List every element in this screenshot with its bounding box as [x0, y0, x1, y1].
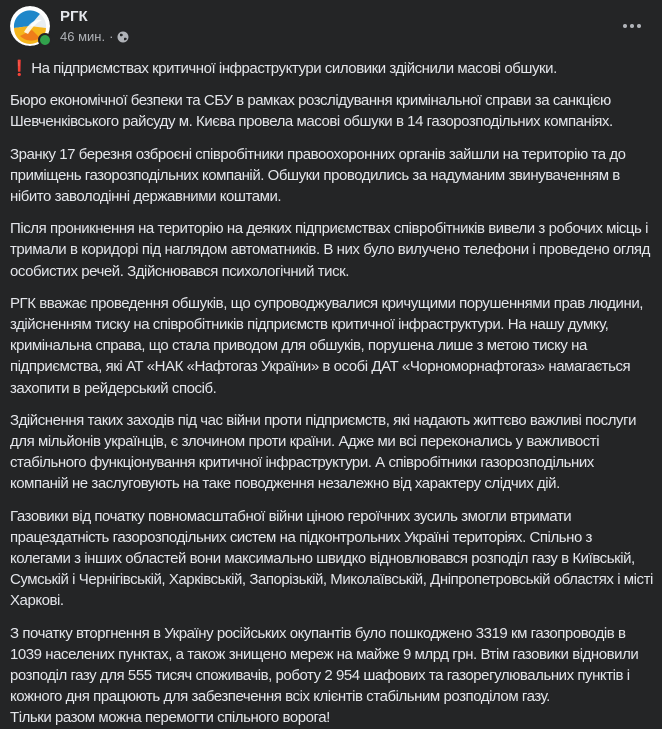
post-meta [60, 7, 129, 45]
paragraph-4: РГК вважає проведення обшуків, що супроводжувалися кричущими порушеннями прав людини, здійсненням тиску на співробітників підприємств критичної інфраструктури. На нашу думку, кримінальна справа, що стала приводом для обшуків, порушена лише з метою тиску на підприємства, які АТ «НАК «Нафтогаз України» в особі ДАТ «Чорноморнафтогаз» намагається захопити в рейдерський спосіб. [10, 294, 643, 397]
avatar[interactable] [10, 6, 50, 46]
post-headline: ❗ На підприємствах критичної інфраструктури силовики здійснили масові обшуки. [10, 60, 557, 77]
online-status-indicator [38, 33, 52, 47]
more-dot-icon [637, 24, 641, 28]
post-subtitle [60, 28, 129, 45]
closing-line: Тільки разом можна перемогти спільного ворога! [10, 709, 330, 727]
paragraph-1: Бюро економічної безпеки та СБУ в рамках розслідування кримінальної справи за санкцією Шевченківського райсуду м. Києва провела масові обшуки в 14 газорозподільних компаніях. [10, 92, 613, 131]
paragraph-5: Здійснення таких заходів під час війни проти підприємств, які надають життєво важливі послуги для мільйонів українців, є злочином проти країни. Адже ми всі переконались у важливості стабільного функціонування критичної інфраструктури. А співробітники газорозподільних компаній не заслуговують на таке поводження незалежно від характеру слідчих дій. [10, 411, 637, 493]
paragraph-7: З початку вторгнення в Україну російських окупантів було пошкоджено 3319 км газопроводів в 1039 населених пунктах, а також знищено мереж на майже 9 млрд грн. Втім газовики відновили розподіл газу для 555 тисяч споживачів, роботу 2 954 шафових та газорегулювальних пунктів і кожного дня працюють для забезпечення всіх клієнтів стабільним розподілом газу. [10, 624, 639, 706]
globe-icon[interactable] [117, 31, 129, 43]
separator: · [109, 29, 114, 44]
post-body [10, 58, 654, 729]
more-options-button[interactable] [614, 14, 650, 38]
exclamation-icon: ❗ [10, 60, 29, 77]
paragraph-3: Після проникнення на територію на деяких підприємствах співробітників вивели з робочих місць і тримали в коридорі під наглядом автоматників. В них було вилучено телефони і проведено огляд особистих речей. Здійснювався психологічний тиск. [10, 220, 650, 280]
more-dot-icon [623, 24, 627, 28]
post-header [10, 5, 129, 47]
paragraph-6: Газовики від початку повномасштабної війни ціною героїчних зусиль змогли втримати працездатність газорозподільних систем на підконтрольних Україні територіях. Спільно з колегами з інших областей вони максимально швидко відновлювався розподіл газу в Київській, Сумській і Чернігівській, Харківській, Запорізькій, Миколаївській, Дніпропетровській областях і місті Харкові. [10, 507, 653, 610]
more-dot-icon [630, 24, 634, 28]
timestamp-link[interactable]: 46 мин. [60, 29, 106, 44]
paragraph-2: Зранку 17 березня озброєні співробітники правоохоронних органів зайшли на територію та до приміщень газорозподільних компаній. Обшуки проводились за надуманим звинуваченням в нібито заволодінні державними коштами. [10, 145, 626, 206]
page-name-link[interactable]: РГК [60, 8, 88, 25]
